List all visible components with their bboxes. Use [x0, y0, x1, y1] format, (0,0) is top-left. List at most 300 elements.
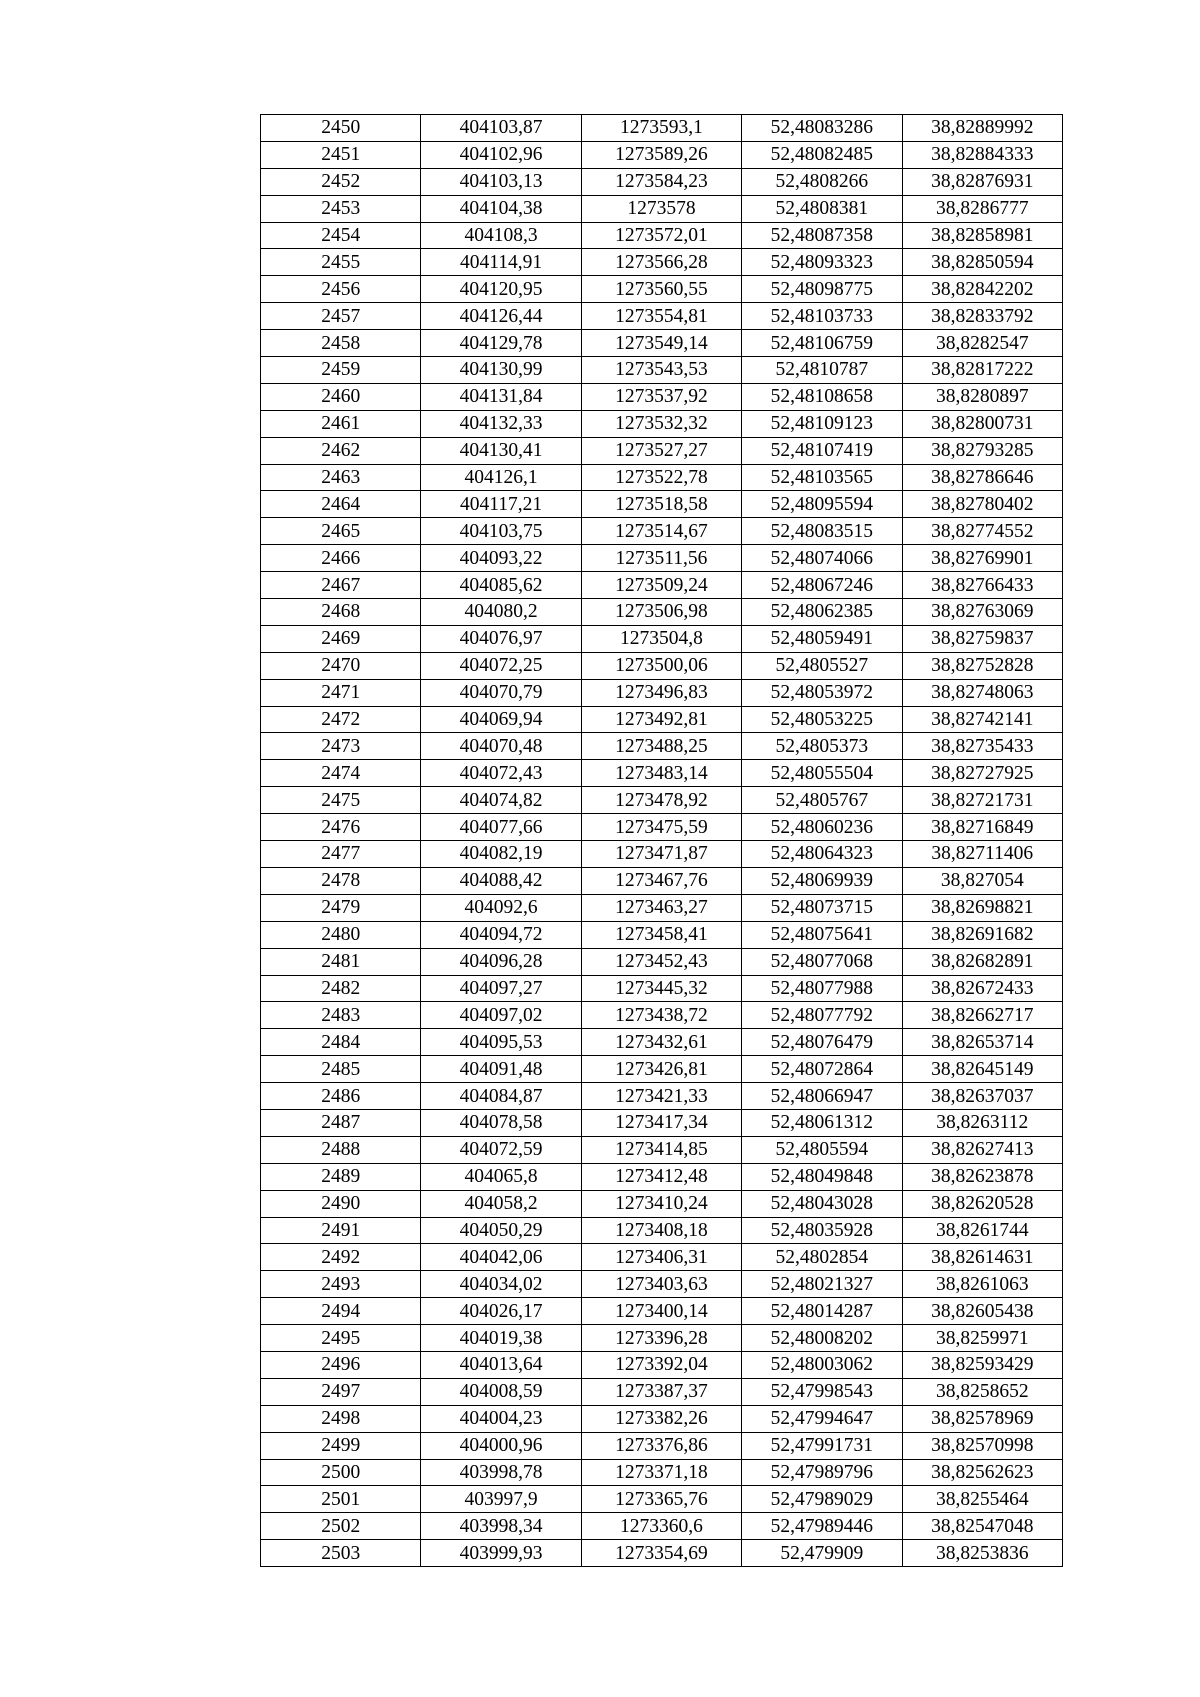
x-coordinate-cell: 404117,21: [421, 491, 581, 518]
coordinates-table-body: [261, 115, 1063, 1567]
latitude-cell: 52,48053225: [742, 706, 902, 733]
table-row: [261, 168, 1063, 195]
table-row: [261, 1083, 1063, 1110]
x-coordinate-cell: 403998,78: [421, 1459, 581, 1486]
point-number-cell: 2491: [261, 1217, 421, 1244]
x-coordinate-cell: 404103,87: [421, 115, 581, 142]
x-coordinate-cell: 404070,79: [421, 679, 581, 706]
x-coordinate-cell: 404085,62: [421, 572, 581, 599]
latitude-cell: 52,4802854: [742, 1244, 902, 1271]
x-coordinate-cell: 404019,38: [421, 1325, 581, 1352]
y-coordinate-cell: 1273527,27: [581, 437, 741, 464]
latitude-cell: 52,48107419: [742, 437, 902, 464]
y-coordinate-cell: 1273414,85: [581, 1136, 741, 1163]
latitude-cell: 52,48014287: [742, 1298, 902, 1325]
table-row: [261, 760, 1063, 787]
y-coordinate-cell: 1273417,34: [581, 1109, 741, 1136]
table-row: [261, 491, 1063, 518]
latitude-cell: 52,48053972: [742, 679, 902, 706]
y-coordinate-cell: 1273549,14: [581, 330, 741, 357]
x-coordinate-cell: 404058,2: [421, 1190, 581, 1217]
y-coordinate-cell: 1273496,83: [581, 679, 741, 706]
y-coordinate-cell: 1273432,61: [581, 1029, 741, 1056]
table-row: [261, 437, 1063, 464]
y-coordinate-cell: 1273408,18: [581, 1217, 741, 1244]
y-coordinate-cell: 1273387,37: [581, 1378, 741, 1405]
longitude-cell: 38,82637037: [902, 1083, 1062, 1110]
x-coordinate-cell: 404072,59: [421, 1136, 581, 1163]
latitude-cell: 52,48072864: [742, 1056, 902, 1083]
latitude-cell: 52,48093323: [742, 249, 902, 276]
longitude-cell: 38,82786646: [902, 464, 1062, 491]
latitude-cell: 52,47989029: [742, 1486, 902, 1513]
longitude-cell: 38,82884333: [902, 141, 1062, 168]
point-number-cell: 2490: [261, 1190, 421, 1217]
x-coordinate-cell: 404096,28: [421, 948, 581, 975]
latitude-cell: 52,48075641: [742, 921, 902, 948]
x-coordinate-cell: 404069,94: [421, 706, 581, 733]
longitude-cell: 38,82711406: [902, 841, 1062, 868]
x-coordinate-cell: 404034,02: [421, 1271, 581, 1298]
table-row: [261, 679, 1063, 706]
longitude-cell: 38,8261063: [902, 1271, 1062, 1298]
latitude-cell: 52,48073715: [742, 894, 902, 921]
table-row: [261, 1513, 1063, 1540]
longitude-cell: 38,8261744: [902, 1217, 1062, 1244]
x-coordinate-cell: 403998,34: [421, 1513, 581, 1540]
table-row: [261, 1002, 1063, 1029]
y-coordinate-cell: 1273406,31: [581, 1244, 741, 1271]
x-coordinate-cell: 404000,96: [421, 1432, 581, 1459]
x-coordinate-cell: 404077,66: [421, 814, 581, 841]
x-coordinate-cell: 404070,48: [421, 733, 581, 760]
point-number-cell: 2487: [261, 1109, 421, 1136]
point-number-cell: 2451: [261, 141, 421, 168]
x-coordinate-cell: 404108,3: [421, 222, 581, 249]
latitude-cell: 52,4805373: [742, 733, 902, 760]
y-coordinate-cell: 1273467,76: [581, 867, 741, 894]
longitude-cell: 38,82774552: [902, 518, 1062, 545]
point-number-cell: 2485: [261, 1056, 421, 1083]
point-number-cell: 2500: [261, 1459, 421, 1486]
longitude-cell: 38,82691682: [902, 921, 1062, 948]
point-number-cell: 2477: [261, 841, 421, 868]
longitude-cell: 38,8263112: [902, 1109, 1062, 1136]
y-coordinate-cell: 1273511,56: [581, 545, 741, 572]
longitude-cell: 38,82672433: [902, 975, 1062, 1002]
table-row: [261, 1459, 1063, 1486]
longitude-cell: 38,82735433: [902, 733, 1062, 760]
longitude-cell: 38,82570998: [902, 1432, 1062, 1459]
latitude-cell: 52,48043028: [742, 1190, 902, 1217]
point-number-cell: 2488: [261, 1136, 421, 1163]
x-coordinate-cell: 404130,99: [421, 357, 581, 384]
longitude-cell: 38,82800731: [902, 410, 1062, 437]
longitude-cell: 38,82716849: [902, 814, 1062, 841]
y-coordinate-cell: 1273566,28: [581, 249, 741, 276]
table-row: [261, 1163, 1063, 1190]
point-number-cell: 2497: [261, 1378, 421, 1405]
point-number-cell: 2481: [261, 948, 421, 975]
y-coordinate-cell: 1273578: [581, 195, 741, 222]
x-coordinate-cell: 404093,22: [421, 545, 581, 572]
longitude-cell: 38,82578969: [902, 1405, 1062, 1432]
y-coordinate-cell: 1273445,32: [581, 975, 741, 1002]
table-row: [261, 383, 1063, 410]
latitude-cell: 52,48077068: [742, 948, 902, 975]
latitude-cell: 52,47994647: [742, 1405, 902, 1432]
longitude-cell: 38,82742141: [902, 706, 1062, 733]
table-row: [261, 195, 1063, 222]
latitude-cell: 52,48098775: [742, 276, 902, 303]
table-row: [261, 141, 1063, 168]
x-coordinate-cell: 404072,43: [421, 760, 581, 787]
point-number-cell: 2469: [261, 625, 421, 652]
y-coordinate-cell: 1273458,41: [581, 921, 741, 948]
y-coordinate-cell: 1273589,26: [581, 141, 741, 168]
point-number-cell: 2471: [261, 679, 421, 706]
y-coordinate-cell: 1273376,86: [581, 1432, 741, 1459]
y-coordinate-cell: 1273392,04: [581, 1351, 741, 1378]
longitude-cell: 38,82605438: [902, 1298, 1062, 1325]
y-coordinate-cell: 1273371,18: [581, 1459, 741, 1486]
y-coordinate-cell: 1273412,48: [581, 1163, 741, 1190]
x-coordinate-cell: 403999,93: [421, 1540, 581, 1567]
y-coordinate-cell: 1273543,53: [581, 357, 741, 384]
longitude-cell: 38,82842202: [902, 276, 1062, 303]
latitude-cell: 52,479909: [742, 1540, 902, 1567]
table-row: [261, 545, 1063, 572]
y-coordinate-cell: 1273522,78: [581, 464, 741, 491]
longitude-cell: 38,82766433: [902, 572, 1062, 599]
longitude-cell: 38,82858981: [902, 222, 1062, 249]
x-coordinate-cell: 404103,13: [421, 168, 581, 195]
longitude-cell: 38,82645149: [902, 1056, 1062, 1083]
x-coordinate-cell: 404102,96: [421, 141, 581, 168]
point-number-cell: 2467: [261, 572, 421, 599]
table-row: [261, 222, 1063, 249]
latitude-cell: 52,47989796: [742, 1459, 902, 1486]
point-number-cell: 2468: [261, 599, 421, 626]
table-row: [261, 330, 1063, 357]
table-row: [261, 814, 1063, 841]
point-number-cell: 2492: [261, 1244, 421, 1271]
point-number-cell: 2484: [261, 1029, 421, 1056]
x-coordinate-cell: 404092,6: [421, 894, 581, 921]
y-coordinate-cell: 1273360,6: [581, 1513, 741, 1540]
x-coordinate-cell: 404132,33: [421, 410, 581, 437]
point-number-cell: 2494: [261, 1298, 421, 1325]
latitude-cell: 52,47991731: [742, 1432, 902, 1459]
y-coordinate-cell: 1273532,32: [581, 410, 741, 437]
y-coordinate-cell: 1273483,14: [581, 760, 741, 787]
x-coordinate-cell: 404065,8: [421, 1163, 581, 1190]
longitude-cell: 38,8258652: [902, 1378, 1062, 1405]
table-row: [261, 894, 1063, 921]
latitude-cell: 52,48008202: [742, 1325, 902, 1352]
y-coordinate-cell: 1273593,1: [581, 115, 741, 142]
table-row: [261, 1378, 1063, 1405]
table-row: [261, 1244, 1063, 1271]
latitude-cell: 52,48103565: [742, 464, 902, 491]
longitude-cell: 38,82833792: [902, 303, 1062, 330]
longitude-cell: 38,82627413: [902, 1136, 1062, 1163]
x-coordinate-cell: 404004,23: [421, 1405, 581, 1432]
y-coordinate-cell: 1273463,27: [581, 894, 741, 921]
latitude-cell: 52,48103733: [742, 303, 902, 330]
longitude-cell: 38,82721731: [902, 787, 1062, 814]
point-number-cell: 2495: [261, 1325, 421, 1352]
x-coordinate-cell: 404126,1: [421, 464, 581, 491]
x-coordinate-cell: 404094,72: [421, 921, 581, 948]
point-number-cell: 2453: [261, 195, 421, 222]
point-number-cell: 2499: [261, 1432, 421, 1459]
table-row: [261, 599, 1063, 626]
y-coordinate-cell: 1273584,23: [581, 168, 741, 195]
latitude-cell: 52,48066947: [742, 1083, 902, 1110]
y-coordinate-cell: 1273400,14: [581, 1298, 741, 1325]
table-row: [261, 625, 1063, 652]
longitude-cell: 38,82682891: [902, 948, 1062, 975]
longitude-cell: 38,82620528: [902, 1190, 1062, 1217]
latitude-cell: 52,48083286: [742, 115, 902, 142]
point-number-cell: 2463: [261, 464, 421, 491]
x-coordinate-cell: 404114,91: [421, 249, 581, 276]
table-row: [261, 249, 1063, 276]
point-number-cell: 2458: [261, 330, 421, 357]
table-row: [261, 841, 1063, 868]
latitude-cell: 52,48076479: [742, 1029, 902, 1056]
point-number-cell: 2456: [261, 276, 421, 303]
x-coordinate-cell: 404013,64: [421, 1351, 581, 1378]
point-number-cell: 2452: [261, 168, 421, 195]
y-coordinate-cell: 1273554,81: [581, 303, 741, 330]
point-number-cell: 2496: [261, 1351, 421, 1378]
latitude-cell: 52,48082485: [742, 141, 902, 168]
y-coordinate-cell: 1273410,24: [581, 1190, 741, 1217]
point-number-cell: 2472: [261, 706, 421, 733]
coordinates-table: [260, 114, 1063, 1567]
table-row: [261, 572, 1063, 599]
point-number-cell: 2474: [261, 760, 421, 787]
longitude-cell: 38,82653714: [902, 1029, 1062, 1056]
x-coordinate-cell: 404097,02: [421, 1002, 581, 1029]
point-number-cell: 2502: [261, 1513, 421, 1540]
y-coordinate-cell: 1273560,55: [581, 276, 741, 303]
y-coordinate-cell: 1273509,24: [581, 572, 741, 599]
x-coordinate-cell: 404082,19: [421, 841, 581, 868]
table-row: [261, 787, 1063, 814]
latitude-cell: 52,48106759: [742, 330, 902, 357]
point-number-cell: 2501: [261, 1486, 421, 1513]
y-coordinate-cell: 1273438,72: [581, 1002, 741, 1029]
y-coordinate-cell: 1273452,43: [581, 948, 741, 975]
table-row: [261, 921, 1063, 948]
y-coordinate-cell: 1273354,69: [581, 1540, 741, 1567]
x-coordinate-cell: 404026,17: [421, 1298, 581, 1325]
point-number-cell: 2461: [261, 410, 421, 437]
table-row: [261, 1190, 1063, 1217]
table-row: [261, 1486, 1063, 1513]
y-coordinate-cell: 1273504,8: [581, 625, 741, 652]
longitude-cell: 38,82698821: [902, 894, 1062, 921]
point-number-cell: 2482: [261, 975, 421, 1002]
y-coordinate-cell: 1273506,98: [581, 599, 741, 626]
x-coordinate-cell: 404103,75: [421, 518, 581, 545]
longitude-cell: 38,82614631: [902, 1244, 1062, 1271]
table-row: [261, 1432, 1063, 1459]
table-row: [261, 1056, 1063, 1083]
latitude-cell: 52,48108658: [742, 383, 902, 410]
y-coordinate-cell: 1273518,58: [581, 491, 741, 518]
x-coordinate-cell: 404072,25: [421, 652, 581, 679]
x-coordinate-cell: 404088,42: [421, 867, 581, 894]
longitude-cell: 38,8282547: [902, 330, 1062, 357]
latitude-cell: 52,48021327: [742, 1271, 902, 1298]
x-coordinate-cell: 404130,41: [421, 437, 581, 464]
longitude-cell: 38,82780402: [902, 491, 1062, 518]
longitude-cell: 38,82850594: [902, 249, 1062, 276]
point-number-cell: 2486: [261, 1083, 421, 1110]
y-coordinate-cell: 1273382,26: [581, 1405, 741, 1432]
latitude-cell: 52,4808381: [742, 195, 902, 222]
latitude-cell: 52,48062385: [742, 599, 902, 626]
point-number-cell: 2455: [261, 249, 421, 276]
latitude-cell: 52,48087358: [742, 222, 902, 249]
longitude-cell: 38,82876931: [902, 168, 1062, 195]
point-number-cell: 2450: [261, 115, 421, 142]
y-coordinate-cell: 1273396,28: [581, 1325, 741, 1352]
point-number-cell: 2479: [261, 894, 421, 921]
x-coordinate-cell: 404131,84: [421, 383, 581, 410]
latitude-cell: 52,4805767: [742, 787, 902, 814]
table-row: [261, 518, 1063, 545]
table-row: [261, 1540, 1063, 1567]
y-coordinate-cell: 1273475,59: [581, 814, 741, 841]
longitude-cell: 38,8280897: [902, 383, 1062, 410]
x-coordinate-cell: 404120,95: [421, 276, 581, 303]
table-row: [261, 357, 1063, 384]
longitude-cell: 38,82593429: [902, 1351, 1062, 1378]
x-coordinate-cell: 404080,2: [421, 599, 581, 626]
point-number-cell: 2503: [261, 1540, 421, 1567]
x-coordinate-cell: 404008,59: [421, 1378, 581, 1405]
latitude-cell: 52,48067246: [742, 572, 902, 599]
latitude-cell: 52,48061312: [742, 1109, 902, 1136]
longitude-cell: 38,8286777: [902, 195, 1062, 222]
longitude-cell: 38,82562623: [902, 1459, 1062, 1486]
y-coordinate-cell: 1273365,76: [581, 1486, 741, 1513]
longitude-cell: 38,82752828: [902, 652, 1062, 679]
latitude-cell: 52,48077792: [742, 1002, 902, 1029]
table-row: [261, 1405, 1063, 1432]
table-row: [261, 410, 1063, 437]
x-coordinate-cell: 404074,82: [421, 787, 581, 814]
y-coordinate-cell: 1273488,25: [581, 733, 741, 760]
x-coordinate-cell: 404129,78: [421, 330, 581, 357]
latitude-cell: 52,48095594: [742, 491, 902, 518]
latitude-cell: 52,47998543: [742, 1378, 902, 1405]
table-row: [261, 867, 1063, 894]
table-row: [261, 1029, 1063, 1056]
longitude-cell: 38,82763069: [902, 599, 1062, 626]
point-number-cell: 2457: [261, 303, 421, 330]
x-coordinate-cell: 404050,29: [421, 1217, 581, 1244]
longitude-cell: 38,82889992: [902, 115, 1062, 142]
y-coordinate-cell: 1273421,33: [581, 1083, 741, 1110]
table-row: [261, 276, 1063, 303]
point-number-cell: 2462: [261, 437, 421, 464]
point-number-cell: 2476: [261, 814, 421, 841]
table-row: [261, 975, 1063, 1002]
latitude-cell: 52,4810787: [742, 357, 902, 384]
point-number-cell: 2473: [261, 733, 421, 760]
point-number-cell: 2478: [261, 867, 421, 894]
y-coordinate-cell: 1273492,81: [581, 706, 741, 733]
latitude-cell: 52,48035928: [742, 1217, 902, 1244]
x-coordinate-cell: 404091,48: [421, 1056, 581, 1083]
x-coordinate-cell: 404095,53: [421, 1029, 581, 1056]
table-row: [261, 733, 1063, 760]
longitude-cell: 38,82793285: [902, 437, 1062, 464]
table-row: [261, 303, 1063, 330]
longitude-cell: 38,82623878: [902, 1163, 1062, 1190]
longitude-cell: 38,82662717: [902, 1002, 1062, 1029]
point-number-cell: 2454: [261, 222, 421, 249]
latitude-cell: 52,4805594: [742, 1136, 902, 1163]
latitude-cell: 52,48083515: [742, 518, 902, 545]
y-coordinate-cell: 1273572,01: [581, 222, 741, 249]
longitude-cell: 38,8259971: [902, 1325, 1062, 1352]
table-row: [261, 706, 1063, 733]
point-number-cell: 2470: [261, 652, 421, 679]
table-row: [261, 115, 1063, 142]
point-number-cell: 2465: [261, 518, 421, 545]
y-coordinate-cell: 1273514,67: [581, 518, 741, 545]
point-number-cell: 2464: [261, 491, 421, 518]
longitude-cell: 38,82759837: [902, 625, 1062, 652]
longitude-cell: 38,827054: [902, 867, 1062, 894]
latitude-cell: 52,48077988: [742, 975, 902, 1002]
latitude-cell: 52,47989446: [742, 1513, 902, 1540]
latitude-cell: 52,48003062: [742, 1351, 902, 1378]
x-coordinate-cell: 404076,97: [421, 625, 581, 652]
longitude-cell: 38,8253836: [902, 1540, 1062, 1567]
latitude-cell: 52,4805527: [742, 652, 902, 679]
y-coordinate-cell: 1273478,92: [581, 787, 741, 814]
y-coordinate-cell: 1273426,81: [581, 1056, 741, 1083]
point-number-cell: 2483: [261, 1002, 421, 1029]
point-number-cell: 2475: [261, 787, 421, 814]
point-number-cell: 2459: [261, 357, 421, 384]
point-number-cell: 2498: [261, 1405, 421, 1432]
table-row: [261, 1298, 1063, 1325]
latitude-cell: 52,48109123: [742, 410, 902, 437]
latitude-cell: 52,48049848: [742, 1163, 902, 1190]
y-coordinate-cell: 1273403,63: [581, 1271, 741, 1298]
latitude-cell: 52,48060236: [742, 814, 902, 841]
point-number-cell: 2466: [261, 545, 421, 572]
x-coordinate-cell: 404126,44: [421, 303, 581, 330]
latitude-cell: 52,48059491: [742, 625, 902, 652]
latitude-cell: 52,4808266: [742, 168, 902, 195]
y-coordinate-cell: 1273500,06: [581, 652, 741, 679]
table-row: [261, 1217, 1063, 1244]
point-number-cell: 2480: [261, 921, 421, 948]
point-number-cell: 2460: [261, 383, 421, 410]
table-row: [261, 464, 1063, 491]
longitude-cell: 38,82727925: [902, 760, 1062, 787]
